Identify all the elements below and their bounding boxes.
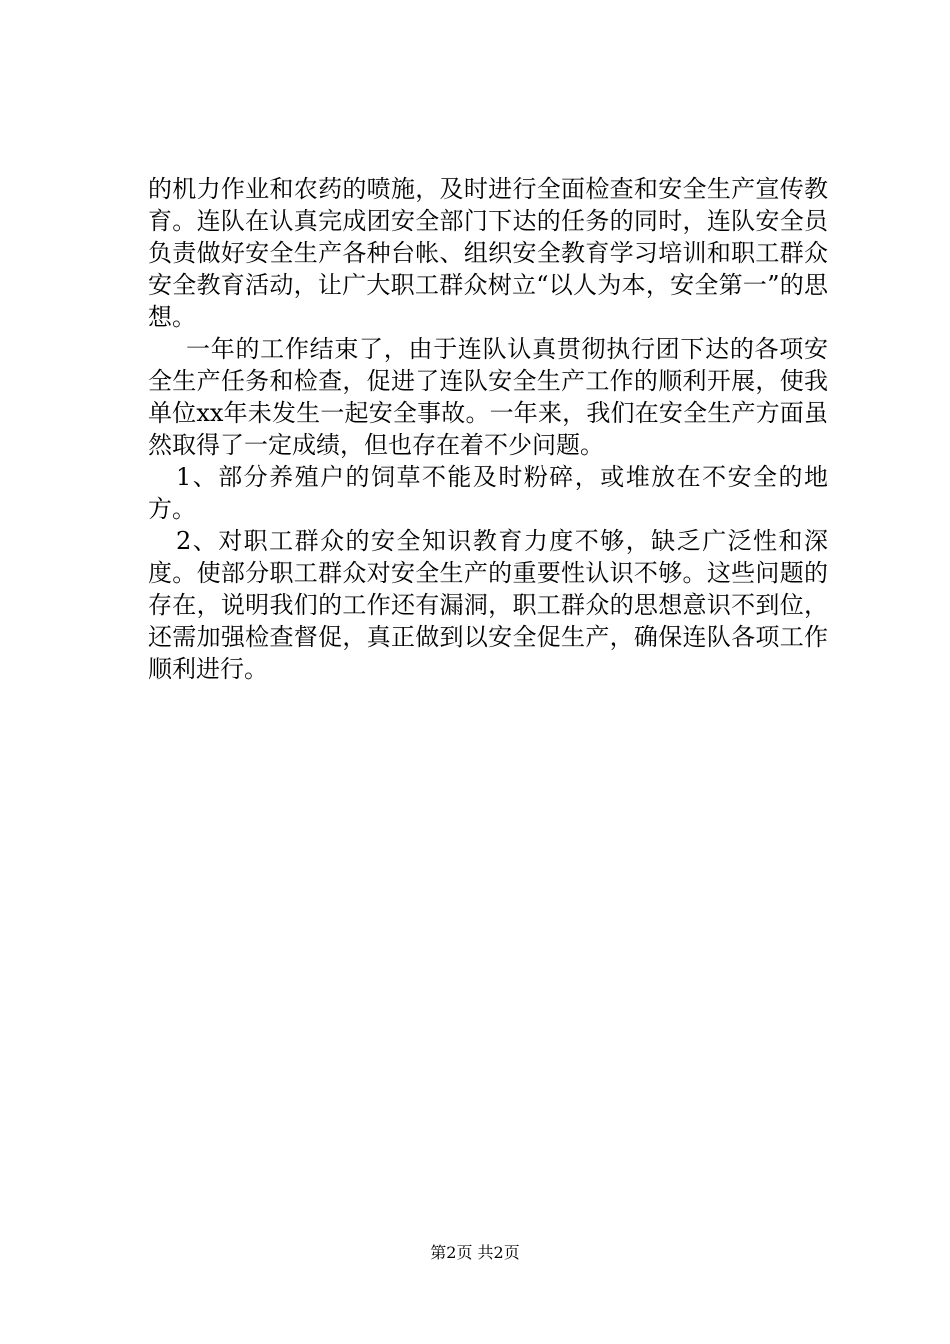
paragraph-summary: 一年的工作结束了，由于连队认真贯彻执行团下达的各项安全生产任务和检查，促进了连队安全生产工作的顺利开展，使我单位xx年未发生一起安全事故。一年来，我们在安全生产方面虽然取得了一定成绩，但也存在着不少问题。 xyxy=(148,335,828,459)
page-footer xyxy=(0,1242,950,1264)
document-body xyxy=(148,173,828,685)
paragraph-issue-1: 1、部分养殖户的饲草不能及时粉碎，或堆放在不安全的地方。 xyxy=(148,463,828,523)
page-number-label: 第2页 共2页 xyxy=(430,1243,520,1262)
paragraph-continuation: 的机力作业和农药的喷施，及时进行全面检查和安全生产宣传教育。连队在认真完成团安全部门下达的任务的同时，连队安全员负责做好安全生产各种台帐、组织安全教育学习培训和职工群众安全教育活动，让广大职工群众树立“以人为本，安全第一”的思想。 xyxy=(148,175,828,331)
paragraph-issue-2: 2、对职工群众的安全知识教育力度不够，缺乏广泛性和深度。使部分职工群众对安全生产的重要性认识不够。这些问题的存在，说明我们的工作还有漏洞，职工群众的思想意识不到位，还需加强检查督促，真正做到以安全促生产，确保连队各项工作顺利进行。 xyxy=(148,527,828,683)
